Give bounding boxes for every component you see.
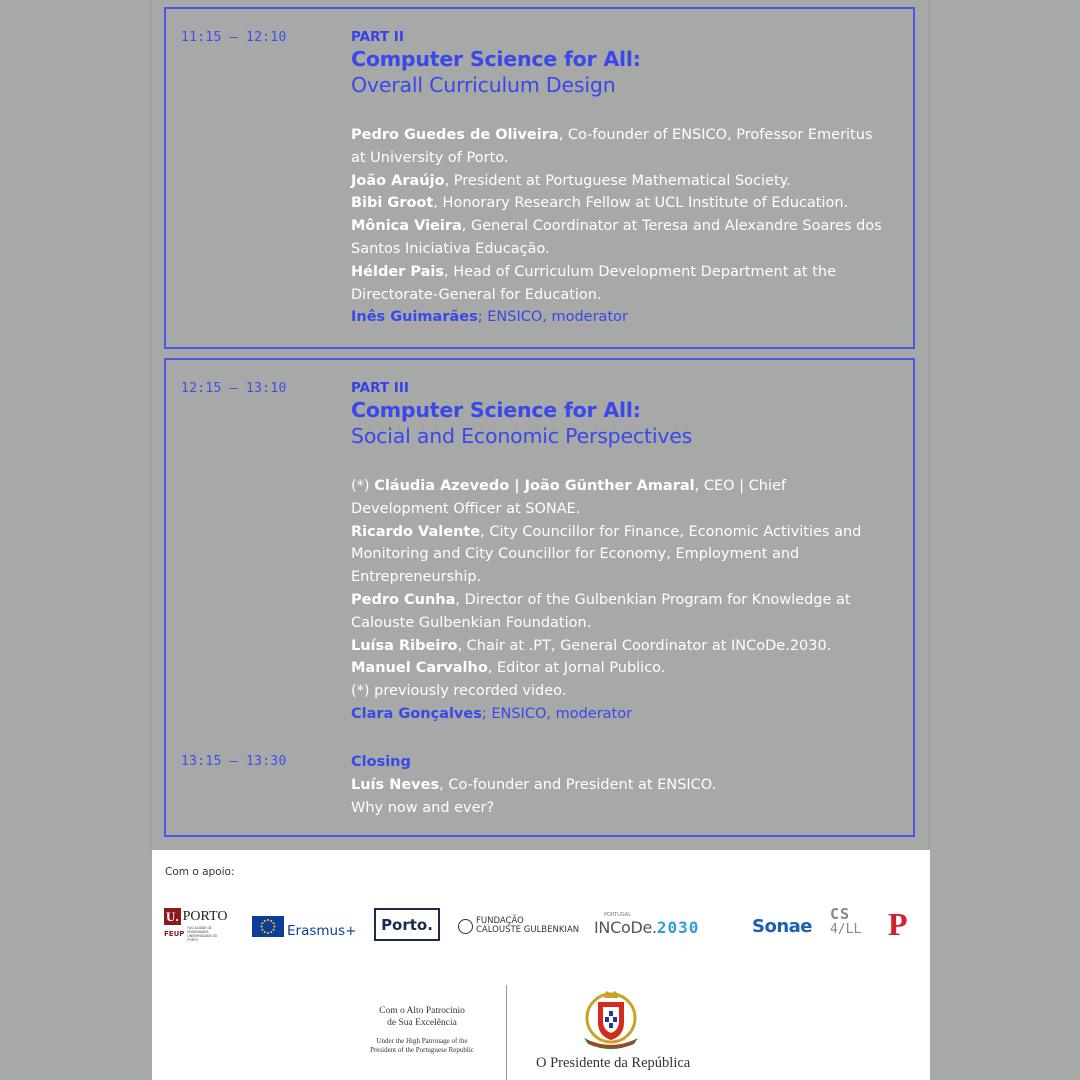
portuguese-coat-of-arms-icon — [578, 990, 644, 1052]
erasmus-logo — [252, 914, 356, 938]
moderator-role: ; ENSICO, moderator — [477, 309, 628, 326]
president-label: O Presidente da República — [536, 1055, 691, 1071]
incode-year: 2030 — [656, 918, 700, 937]
session-part-label: PART II — [351, 29, 404, 45]
closing-block — [351, 751, 885, 819]
uporto-wordmark: PORTO — [182, 909, 228, 924]
gulbenkian-emblem-icon — [458, 919, 473, 934]
moderator-role: ; ENSICO, moderator — [481, 705, 633, 722]
closing-subtitle: Why now and ever? — [351, 799, 495, 816]
moderator — [351, 306, 885, 329]
speaker-role: , Editor at Jornal Publico. — [487, 660, 666, 677]
porto-city-logo — [374, 908, 440, 941]
speaker-name: Ricardo Valente — [351, 523, 481, 540]
porto-wordmark: Porto. — [381, 915, 433, 934]
patronage-pt-line1: Com o Alto Patrocínio — [379, 1006, 465, 1016]
patronage-divider — [506, 985, 507, 1080]
patronage-en-line2: President of the Portuguese Republic — [370, 1046, 474, 1054]
session-subtitle: Overall Curriculum Design — [351, 73, 616, 97]
moderator — [351, 703, 885, 726]
feup-mark: FEUP — [164, 930, 185, 938]
speaker-name: Luísa Ribeiro — [351, 637, 458, 654]
moderator-name: Inês Guimarães — [351, 309, 478, 326]
speaker-role: , Co-founder of ENSICO, Professor Emeritus at University of Porto. — [351, 127, 873, 166]
session-title: Computer Science for All: — [351, 47, 641, 71]
recorded-video-note: (*) previously recorded video. — [351, 683, 567, 700]
session-time: 11:15 – 12:10 — [181, 30, 287, 45]
gulbenkian-line2: CALOUSTE GULBENKIAN — [476, 925, 580, 935]
speaker-item — [351, 475, 885, 521]
cs4all-bottom: 4/LL — [830, 922, 862, 937]
speaker-item — [351, 657, 885, 680]
session-part-label: PART III — [351, 380, 409, 396]
speaker-name: Mônica Vieira — [351, 218, 462, 235]
moderator-name: Clara Gonçalves — [351, 705, 482, 722]
speaker-item — [351, 589, 885, 635]
incode-wordmark: INCoDe. — [594, 918, 657, 937]
speaker-name: Cláudia Azevedo | João Günther Amaral — [374, 478, 695, 494]
speaker-name: Pedro Guedes de Oliveira — [351, 127, 559, 143]
session-part-iii — [164, 358, 915, 837]
speaker-name: Pedro Cunha — [351, 591, 456, 608]
closing-speaker-name: Luís Neves — [351, 776, 440, 793]
patronage-en-line1: Under the High Patronage of the — [376, 1037, 468, 1045]
speaker-item — [351, 215, 885, 261]
speaker-role: , General Coordinator at Teresa and Alexandre Soares dos Santos Iniciativa Educação. — [351, 218, 882, 257]
speaker-item — [351, 521, 885, 589]
closing-title: Closing — [351, 754, 411, 770]
right-page-edge — [929, 0, 930, 850]
feup-subtitle: FACULDADE DE ENGENHARIA UNIVERSIDADE DO PORTO — [187, 926, 218, 942]
speaker-name: Bibi Groot — [351, 195, 434, 212]
speaker-role: , Honorary Research Fellow at UCL Institute of Education. — [433, 195, 849, 212]
gulbenkian-line1: FUNDAÇÃO — [476, 916, 524, 926]
cs4all-top: CS — [830, 905, 851, 923]
sponsor-panel — [152, 850, 930, 1080]
speaker-prefix: (*) — [351, 478, 375, 494]
speaker-list — [351, 475, 885, 726]
speaker-role: , Chair at .PT, General Coordinator at INCoDe.2030. — [457, 637, 832, 654]
closing-time: 13:15 – 13:30 — [181, 754, 287, 769]
patronage-text — [342, 1005, 502, 1055]
sponsors-label: Com o apoio: — [165, 866, 235, 878]
eu-flag-icon — [252, 916, 284, 937]
closing-speaker-role: , Co-founder and President at ENSICO. — [439, 776, 717, 793]
speaker-role: , CEO | Chief Development Officer at SONAE. — [351, 478, 787, 517]
speaker-role: , President at Portuguese Mathematical Society. — [444, 172, 791, 189]
publico-mark: P — [888, 906, 908, 942]
speaker-item — [351, 170, 885, 193]
erasmus-wordmark: Erasmus+ — [287, 923, 357, 939]
speaker-role: , Head of Curriculum Development Department at the Directorate-General for Education. — [351, 263, 836, 303]
session-title: Computer Science for All: — [351, 398, 641, 422]
left-page-edge — [150, 0, 151, 850]
uporto-mark: U. — [166, 909, 179, 924]
speaker-item — [351, 124, 885, 170]
speaker-list — [351, 124, 885, 329]
speaker-item — [351, 261, 885, 307]
cs4all-logo — [830, 906, 861, 942]
sonae-wordmark: Sonae — [752, 915, 812, 937]
incode-country: PORTUGAL — [604, 912, 631, 918]
speaker-name: Hélder Pais — [351, 263, 444, 280]
incode-logo — [594, 912, 699, 940]
patronage-pt-line2: de Sua Excelência — [387, 1018, 457, 1028]
speaker-name: Manuel Carvalho — [351, 660, 488, 677]
gulbenkian-logo — [458, 915, 579, 937]
speaker-name: João Araújo — [351, 172, 445, 189]
closing-speaker — [351, 774, 885, 797]
speaker-item — [351, 192, 885, 215]
speaker-item — [351, 635, 885, 658]
session-subtitle: Social and Economic Perspectives — [351, 424, 693, 448]
speaker-role: , Director of the Gulbenkian Program for Knowledge at Calouste Gulbenkian Foundation. — [351, 591, 851, 631]
uporto-feup-logo — [164, 908, 236, 942]
publico-logo — [888, 908, 908, 940]
sonae-logo — [752, 914, 812, 938]
speaker-role: , City Councillor for Finance, Economic Activities and Monitoring and City Councillor for Economy, Employment and Entrepreneurship. — [351, 523, 862, 586]
session-part-ii — [164, 7, 915, 349]
session-time: 12:15 – 13:10 — [181, 381, 287, 396]
